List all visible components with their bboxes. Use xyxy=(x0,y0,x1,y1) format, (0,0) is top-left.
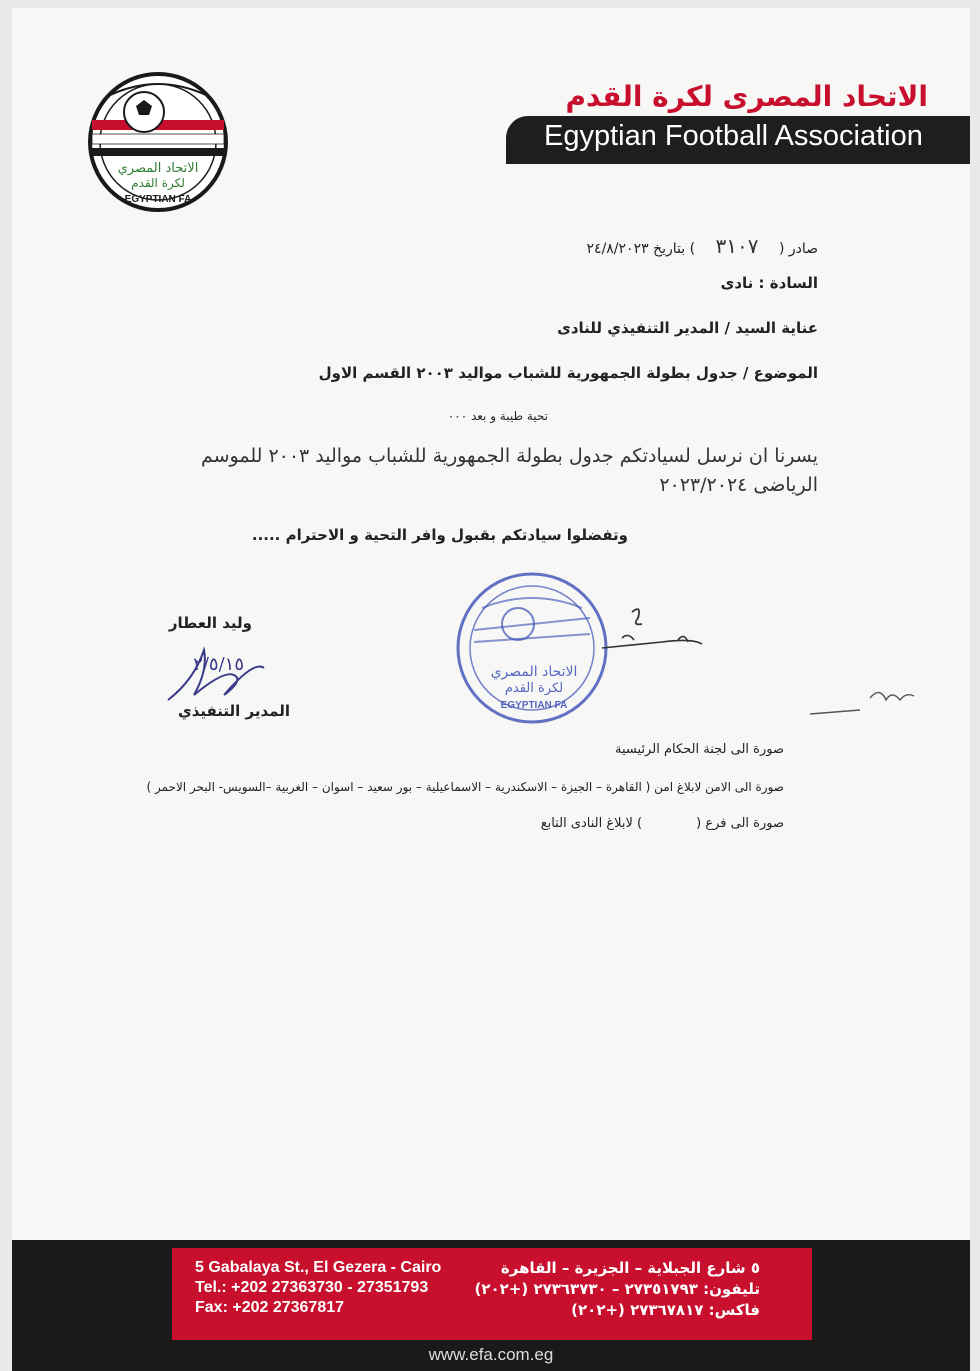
footer-contact-english xyxy=(195,1258,441,1318)
footer-fax-en: Fax: +202 27367817 xyxy=(195,1299,345,1316)
official-stamp xyxy=(452,568,612,728)
footer-tel-ar: تليفون: ٢٧٣٥١٧٩٣ – ٢٧٣٦٣٧٣٠ (+٢٠٢) xyxy=(474,1280,760,1298)
logo-text-ar-2: لكرة القدم xyxy=(131,176,185,190)
letter-page xyxy=(12,8,970,1371)
closing-line: وتفضلوا سيادتكم بقبول وافر التحية و الاحترام ..... xyxy=(251,526,628,544)
handwritten-initials xyxy=(810,680,920,720)
copy-to-security: صورة الى الامن لابلاغ امن ( القاهرة – الجيزة – الاسكندرية – الاسماعيلية – بور سعيد – اسوان – الغربية –السويس- البحر الاحمر ) xyxy=(146,780,784,794)
letter-body: يسرنا ان نرسل لسيادتكم جدول بطولة الجمهورية للشباب مواليد ٢٠٠٣ للموسم الرياضى ٢٠٢٣/٢٠٢٤ xyxy=(200,445,818,496)
handwritten-signature xyxy=(164,640,304,710)
attention-line: عناية السيد / المدير التنفيذي للنادى xyxy=(557,319,818,337)
handwritten-note xyxy=(592,602,712,662)
brand-name-arabic: الاتحاد المصرى لكرة القدم xyxy=(565,80,928,113)
signature-date: ٢/٥/١٥ xyxy=(193,654,244,675)
footer-address-en: 5 Gabalaya St., El Gezera - Cairo xyxy=(195,1259,442,1276)
copy-branch-start: صورة الى فرع ( xyxy=(696,816,784,831)
issued-line xyxy=(587,234,818,258)
issued-suffix: ) بتاريخ ٢٤/٨/٢٠٢٣ xyxy=(586,241,696,257)
signatory-title: المدير التنفيذي xyxy=(177,702,290,720)
copy-to-branch xyxy=(541,816,784,831)
stamp-text-en: EGYPTIAN FA xyxy=(500,700,568,711)
stamp-text-ar-1: الاتحاد المصري xyxy=(490,664,578,680)
footer-website[interactable]: www.efa.com.eg xyxy=(428,1345,554,1364)
footer-address-ar: ٥ شارع الجبلاية – الجزيرة – القاهرة xyxy=(500,1259,760,1277)
logo-text-ar-1: الاتحاد المصري xyxy=(117,161,199,176)
copy-to-referees: صورة الى لجنة الحكام الرئيسية xyxy=(615,742,784,757)
greeting: تحية طيبة و بعد ٠٠٠ xyxy=(447,409,548,423)
stamp-text-ar-2: لكرة القدم xyxy=(504,681,564,696)
subject-line: الموضوع / جدول بطولة الجمهورية للشباب مواليد ٢٠٠٣ القسم الاول xyxy=(318,364,818,382)
issued-number: ٣١٠٧ xyxy=(715,234,759,258)
efa-logo xyxy=(78,72,238,212)
footer-fax-ar: فاكس: ٢٧٣٦٧٨١٧ (+٢٠٢) xyxy=(571,1301,760,1319)
issued-prefix: صادر ( xyxy=(778,241,818,257)
logo-text-en: EGYPTIAN FA xyxy=(124,194,192,205)
copy-branch-end: ) لابلاغ النادى التابع xyxy=(540,816,643,831)
brand-name-english: Egyptian Football Association xyxy=(544,120,923,152)
addressee: السادة : نادى xyxy=(720,274,818,292)
signatory-name: وليد العطار xyxy=(168,614,252,632)
footer-tel-en: Tel.: +202 27363730 - 27351793 xyxy=(195,1279,429,1296)
footer-contact-arabic xyxy=(474,1258,760,1321)
